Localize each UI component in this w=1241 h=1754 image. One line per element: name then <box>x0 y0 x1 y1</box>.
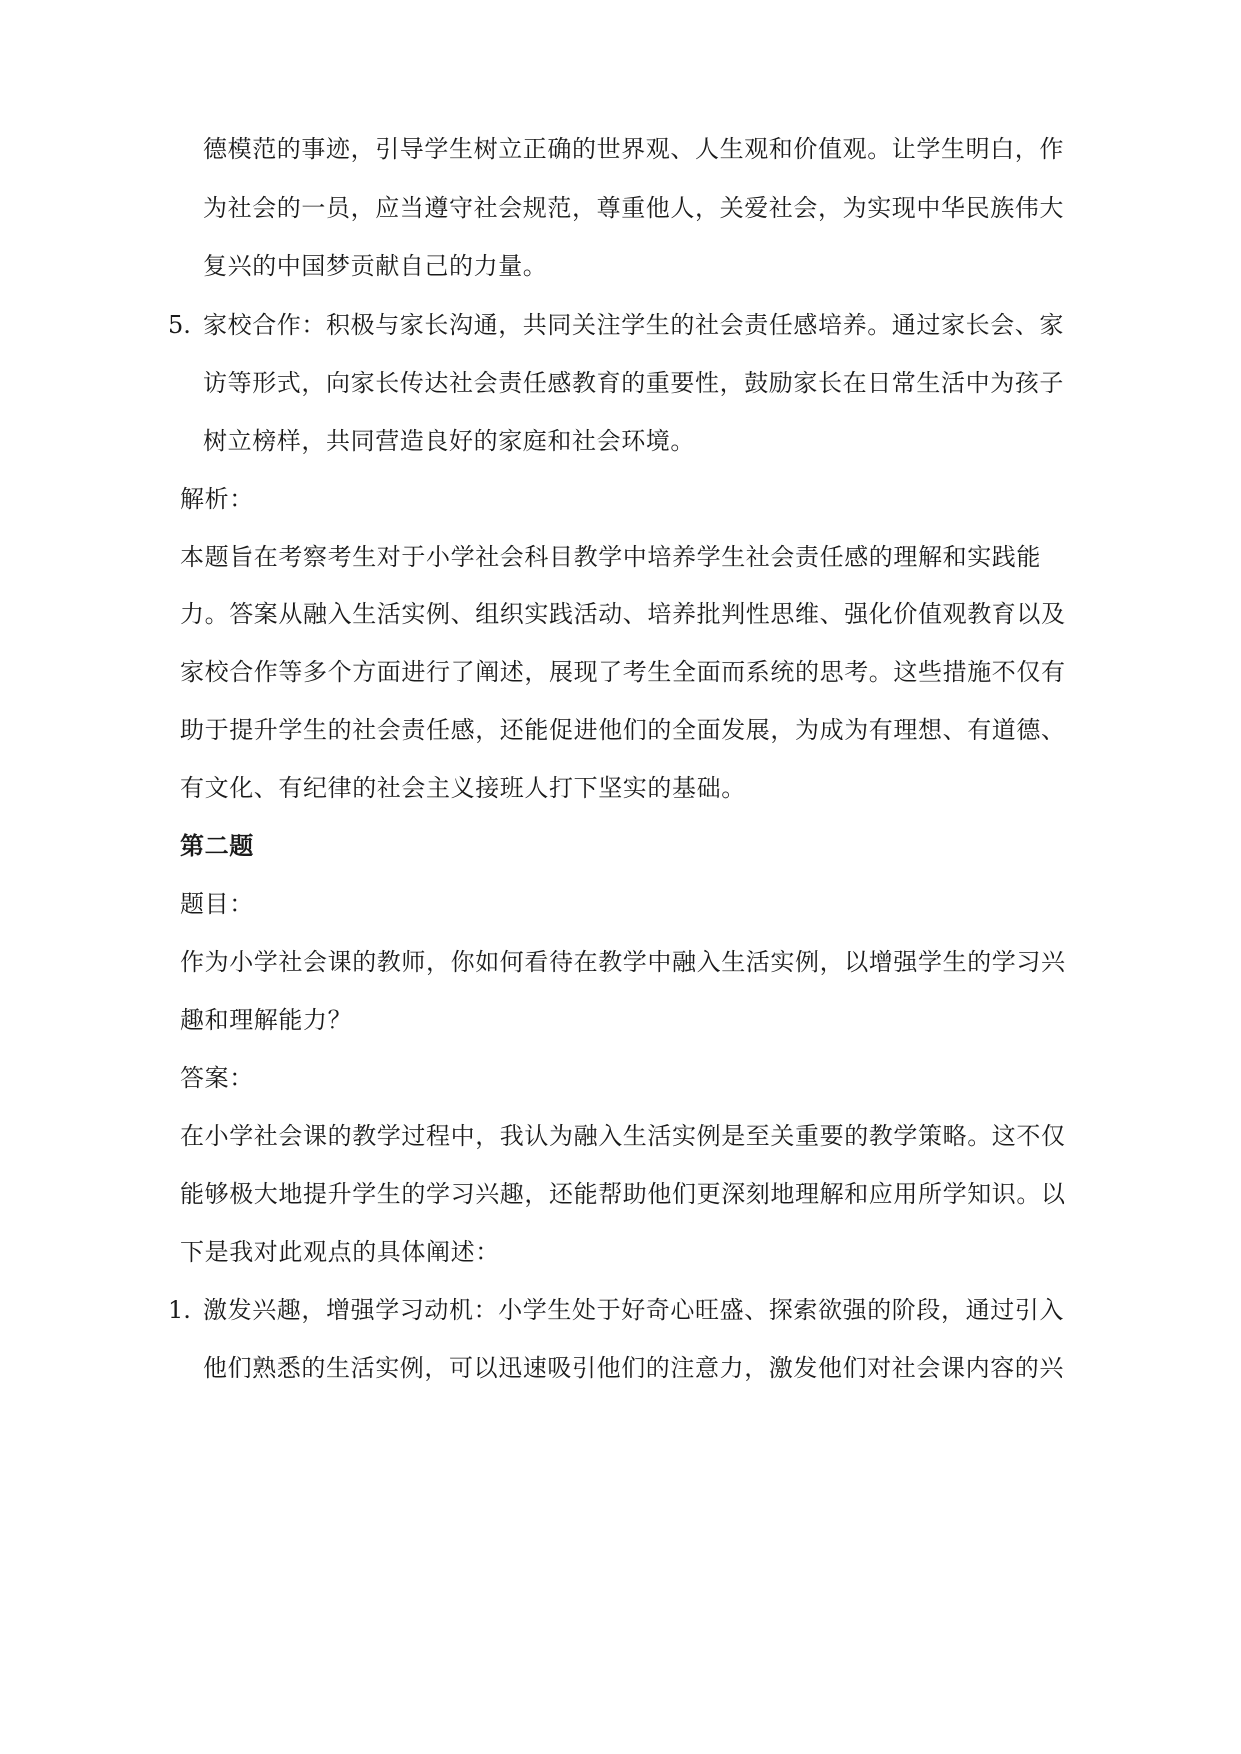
analysis-line: 助于提升学生的社会责任感，还能促进他们的全面发展，为成为有理想、有道德、 <box>180 716 1066 744</box>
analysis-line: 本题旨在考察考生对于小学社会科目教学中培养学生社会责任感的理解和实践能 <box>180 543 1041 571</box>
question-line: 趣和理解能力？ <box>180 1006 353 1034</box>
paragraph-line: 复兴的中国梦贡献自己的力量。 <box>203 252 548 280</box>
section-heading: 第二题 <box>180 831 254 860</box>
question-label: 题目： <box>180 890 254 918</box>
question-line: 作为小学社会课的教师，你如何看待在教学中融入生活实例，以增强学生的学习兴 <box>180 948 1066 976</box>
list-item-line: 他们熟悉的生活实例，可以迅速吸引他们的注意力，激发他们对社会课内容的兴 <box>203 1354 1064 1382</box>
analysis-line: 力。答案从融入生活实例、组织实践活动、培养批判性思维、强化价值观教育以及 <box>180 600 1066 628</box>
answer-line: 能够极大地提升学生的学习兴趣，还能帮助他们更深刻地理解和应用所学知识。以 <box>180 1180 1066 1208</box>
analysis-label: 解析： <box>180 485 254 513</box>
answer-line: 在小学社会课的教学过程中，我认为融入生活实例是至关重要的教学策略。这不仅 <box>180 1122 1066 1150</box>
analysis-line: 有文化、有纪律的社会主义接班人打下坚实的基础。 <box>180 774 746 802</box>
paragraph-line: 为社会的一员，应当遵守社会规范，尊重他人，关爱社会，为实现中华民族伟大 <box>203 194 1064 222</box>
list-item-number: 1. <box>168 1296 191 1324</box>
list-item-line: 家校合作：积极与家长沟通，共同关注学生的社会责任感培养。通过家长会、家 <box>203 311 1064 339</box>
list-item-line: 激发兴趣，增强学习动机：小学生处于好奇心旺盛、探索欲强的阶段，通过引入 <box>203 1296 1064 1324</box>
list-item-line: 树立榜样，共同营造良好的家庭和社会环境。 <box>203 427 695 455</box>
list-item-number: 5. <box>168 311 191 339</box>
analysis-line: 家校合作等多个方面进行了阐述，展现了考生全面而系统的思考。这些措施不仅有 <box>180 658 1066 686</box>
list-item-line: 访等形式，向家长传达社会责任感教育的重要性，鼓励家长在日常生活中为孩子 <box>203 369 1064 397</box>
paragraph-line: 德模范的事迹，引导学生树立正确的世界观、人生观和价值观。让学生明白，作 <box>203 135 1064 163</box>
answer-line: 下是我对此观点的具体阐述： <box>180 1238 500 1266</box>
answer-label: 答案： <box>180 1064 254 1092</box>
